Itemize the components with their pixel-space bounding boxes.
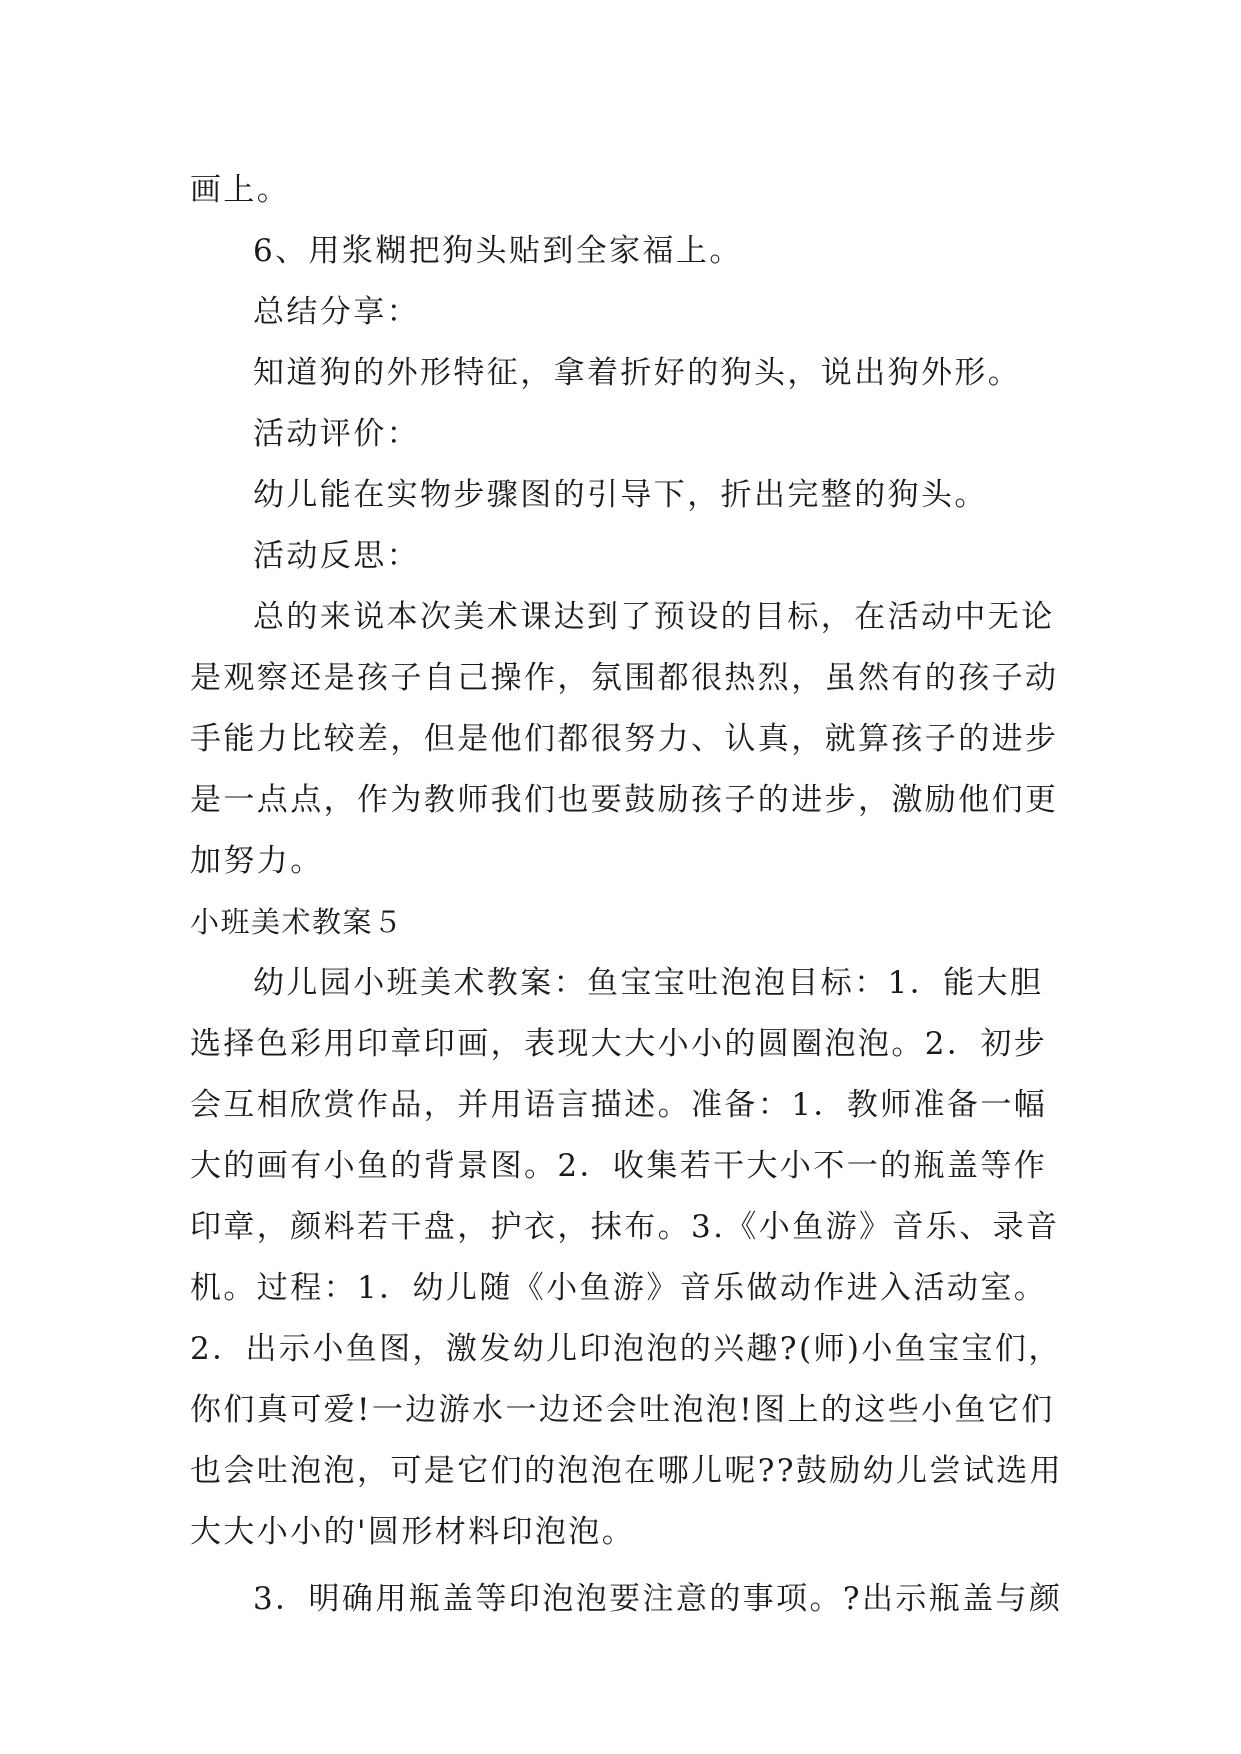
text-line: 是一点点，作为教师我们也要鼓励孩子的进步，激励他们更	[190, 782, 1059, 818]
section-label: 活动反思：	[253, 538, 420, 574]
text-line: 机。过程：1．幼儿随《小鱼游》音乐做动作进入活动室。	[190, 1270, 1048, 1306]
text-line: 加努力。	[190, 843, 324, 879]
document-body	[190, 160, 1064, 1630]
section-label: 活动评价：	[253, 416, 420, 452]
text-line: 大大小小的'圆形材料印泡泡。	[190, 1514, 636, 1550]
text-line: 印章，颜料若干盘，护衣，抹布。3.《小鱼游》音乐、录音	[190, 1209, 1060, 1245]
text-line: 幼儿能在实物步骤图的引导下，折出完整的狗头。	[253, 477, 988, 513]
text-line: 幼儿园小班美术教案：鱼宝宝吐泡泡目标：1．能大胆	[253, 965, 1044, 1001]
text-line: 是观察还是孩子自己操作，氛围都很热烈，虽然有的孩子动	[190, 660, 1059, 696]
text-line: 知道狗的外形特征，拿着折好的狗头，说出狗外形。	[253, 355, 1022, 391]
text-line: 6、用浆糊把狗头贴到全家福上。	[253, 233, 743, 269]
text-line: 2．出示小鱼图，激发幼儿印泡泡的兴趣?(师)小鱼宝宝们，	[190, 1331, 1062, 1367]
section-heading: 小班美术教案５	[190, 905, 404, 939]
text-line: 画上。	[190, 172, 291, 208]
text-line: 你们真可爱!一边游水一边还会吐泡泡!图上的这些小鱼它们	[190, 1392, 1055, 1428]
text-line: 3．明确用瓶盖等印泡泡要注意的事项。?出示瓶盖与颜	[253, 1581, 1063, 1617]
text-line: 会互相欣赏作品，并用语言描述。准备：1．教师准备一幅	[190, 1087, 1048, 1123]
text-line: 手能力比较差，但是他们都很努力、认真，就算孩子的进步	[190, 721, 1059, 757]
text-line: 选择色彩用印章印画，表现大大小小的圆圈泡泡。2．初步	[190, 1026, 1048, 1062]
section-label: 总结分享：	[253, 294, 420, 330]
text-line: 总的来说本次美术课达到了预设的目标，在活动中无论	[253, 599, 1055, 635]
text-line: 也会吐泡泡，可是它们的泡泡在哪儿呢??鼓励幼儿尝试选用	[190, 1453, 1064, 1489]
text-line: 大的画有小鱼的背景图。2．收集若干大小不一的瓶盖等作	[190, 1148, 1048, 1184]
